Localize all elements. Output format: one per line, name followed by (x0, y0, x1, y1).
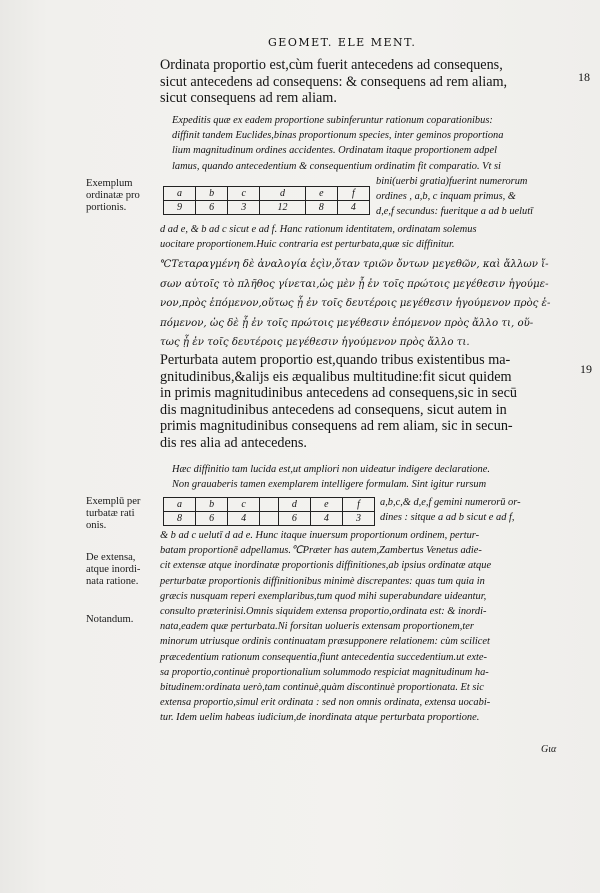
section-number-18: 18 (578, 70, 590, 84)
example-table-ordinata: a b c d e f 9 6 3 12 8 4 (163, 186, 370, 215)
commentary-ordinata-end: d ad e, & b ad c sicut e ad f. Hanc rationum identitatem, ordinatam solemus uocitare proportionem.Huic contraria est perturbata,quæ sic diffinitur. (160, 224, 477, 251)
definition-ordinata: Ordinata proportio est,cùm fuerit antecedens ad consequens, sicut antecedens ad consequens: & consequens ad rem aliam, sicut consequens ad rem aliam. (160, 57, 508, 107)
margin-note-exemplum-ordinatae: Exemplum ordinatæ pro portionis. (86, 178, 140, 214)
margin-note-exemplum-perturbatae: Exemplū per turbatæ rati onis. (86, 496, 141, 532)
commentary-perturbata-side: a,b,c,& d,e,f gemini numerorū or- dines : sitque a ad b sicut e ad f, (380, 497, 521, 524)
commentary-ordinata: Expeditis quæ ex eadem proportione subinferuntur rationum coparationibus: diffinit tandem Euclides,binas proportionum species, inter geminos proportiona lium magnitudinum ordines accidentes. Ordinatam itaque proportionem adpel lamus, quando antecedentium & consequentium ordinatim fit comparatio. Vt si (172, 115, 504, 172)
greek-definition: ℃Τεταραγμένη δὲ ἀναλογία ἐςὶν,ὅταν τριῶν ὄντων μεγεθῶν, καὶ ἄλλων ἴ- σων αὐτοῖς τὸ πλῆθος γίνεται,ὡς μὲν ᾖ ἐν τοῖς πρώτοις μεγέθεσιν ἡγούμε- νον,πρὸς ἑπόμενον,οὕτως ᾖ ἐν τοῖς δευτέροις μεγέθεσιν ἡγούμενον πρὸς ἑ- πόμενον, ὡς δὲ ᾖ ἐν τοῖς πρώτοις μεγέθεσιν ἑπόμενον πρὸς ἄλλο τι, οὕ- τως ᾖ ἐν τοῖς δευτέροις μεγέθεσιν ἡγούμενον πρὸς ἄλλο τι. (160, 259, 551, 349)
running-head: GEOMET. ELE MENT. (268, 36, 417, 49)
definition-perturbata: Perturbata autem proportio est,quando tribus existentibus ma- gnitudinibus,&alijs eis æqualibus multitudine:fit sicut quidem in primis magnitudinibus antecedens ad consequens,sic in secū dis magnitudinibus antecedens ad consequens, sicut autem in primis magnitudinibus consequens ad rem aliam, sic in secun- dis res alia ad antecedens. (160, 352, 517, 451)
example-table-perturbata: a b c d e f 8 6 4 6 4 3 (163, 497, 375, 526)
section-number-19: 19 (580, 362, 592, 376)
catchword: Gια (541, 744, 557, 755)
commentary-ordinata-side: bini(uerbi gratia)fuerint numerorum ordines , a,b, c inquam primus, & d,e,f secundus: fueritque a ad b uelutī (376, 176, 533, 218)
margin-note-de-extensa: De extensa, atque inordi- nata ratione. (86, 552, 141, 588)
margin-note-notandum: Notandum. (86, 614, 134, 625)
commentary-perturbata: Hæc diffinitio tam lucida est,ut ampliori non uideatur indigere declaratione. Non grauaberis tamen exemplarem intelligere formulam. Sint igitur rursum (172, 464, 490, 491)
commentary-extensa: & b ad c uelutī d ad e. Hunc itaque inuersum proportionum ordinem, pertur- batam proportionē adpellamus.℃Præter has autem,Zambertus Venetus adie- cit extensæ atque inordinatæ proportionis diffinitiones,ab ipsius ordinatæ atque perturbatæ proportionis diffinitionibus minimè discrepantes: quas tum quia in græcis nusquam reperi exemplaribus,tum quod mihi superabundare uideantur, consulto præterinisi.Omnis siquidem extensa proportio,ordinata est: & inordi- nata,eadem quæ perturbata.Ni forsitan uolueris extensam proportionem,ter minorum utriusque ordinis continuatam præsupponere relationem: cùm scilicet præcedentium rationum consequentia,fiunt antecedentia succedentium.ut exte- sa proportio,continuè proportionalium solummodo respiciat magnitudinum ha- bitudinem:ordinata uerò,tam continuè,quàm discontinuè proportionata. Et sic extensa proportio,simul erit ordinata : sed non omnis ordinata, extensa uocabi- tur. Idem uelim habeas iudicium,de inordinata atque perturbata proportione. (160, 530, 492, 724)
